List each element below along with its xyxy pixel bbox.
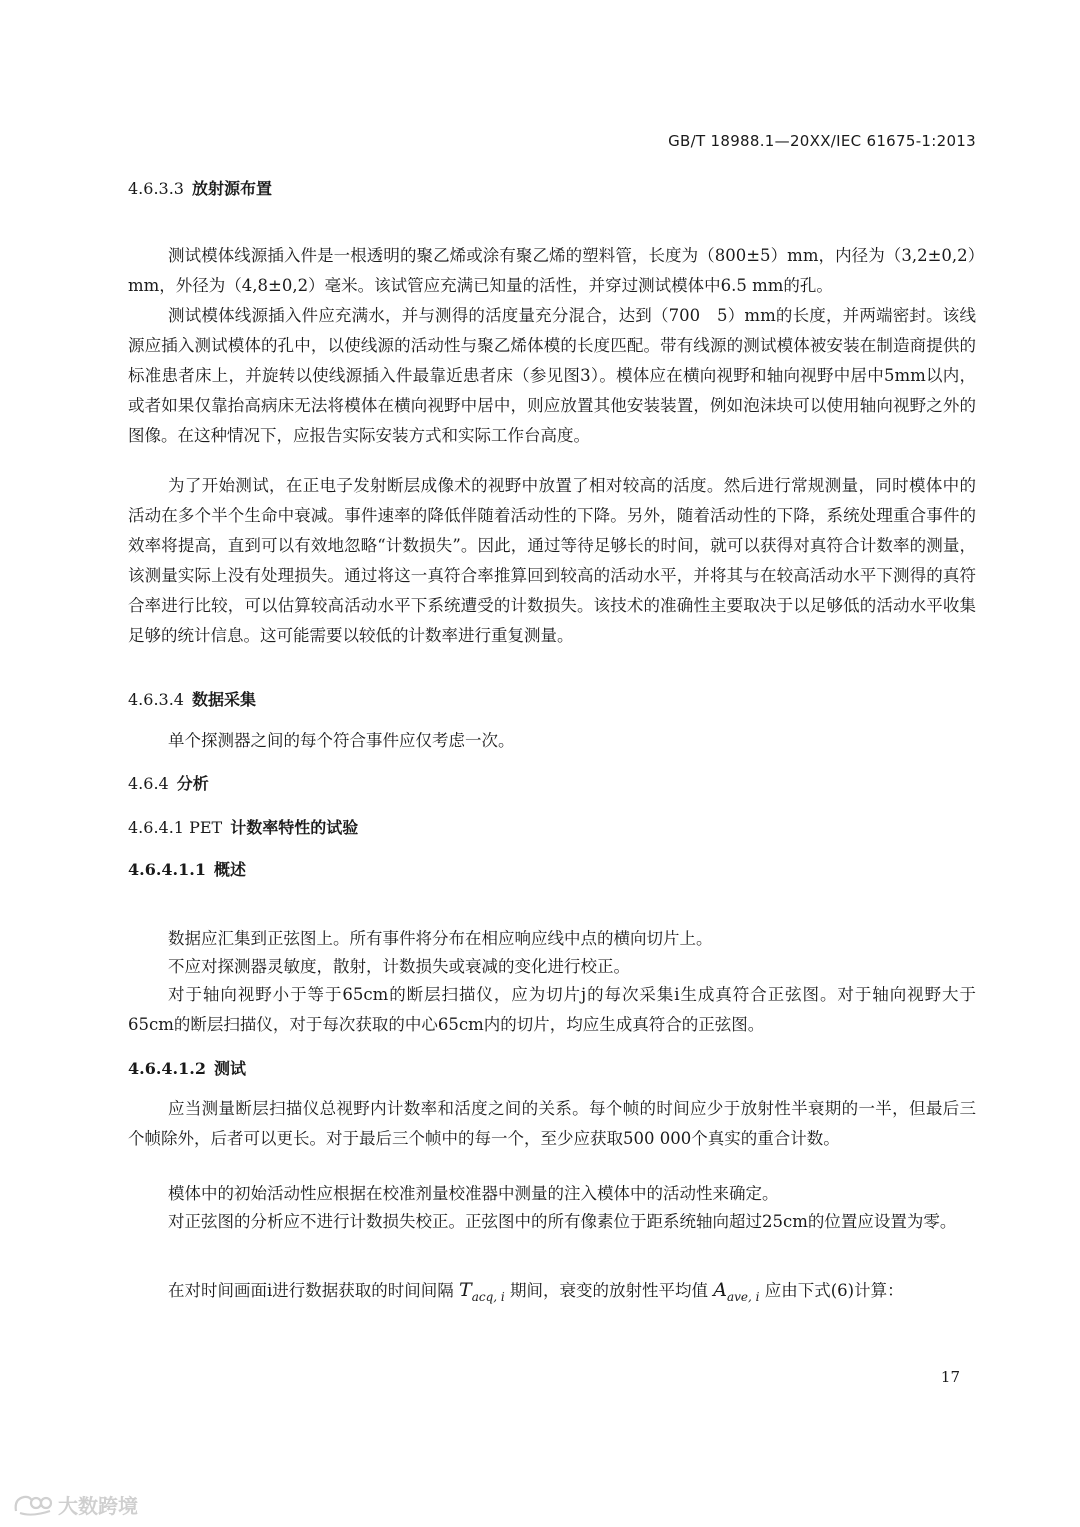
- formula-variable-t-acq: $T_{acq, i}$: [459, 1279, 505, 1304]
- paragraph-line-source-insert: 测试模体线源插入件是一根透明的聚乙烯或涂有聚乙烯的塑料管，长度为（800±5）mm，内径为（3,2±0,2）mm，外径为（4,8±0,2）毫米。该试管应充满已知量的活性，并穿过测试模体中6.5 mm的孔。: [128, 246, 976, 295]
- section-heading-4-6-4: [128, 771, 209, 794]
- paragraph-formula-intro: [168, 1275, 904, 1312]
- section-heading-4-6-4-1-1: [128, 857, 246, 880]
- section-heading-4-6-4-1: [128, 815, 358, 838]
- formula-variable-a-ave: $A_{ave, i}$: [713, 1279, 760, 1304]
- section-heading-4-6-3-4: [128, 687, 256, 710]
- section-number: 4.6.4.1 PET: [128, 818, 223, 837]
- watermark-text: 大数跨境: [58, 1494, 138, 1518]
- formula-intro-text: 在对时间画面i进行数据获取的时间间隔: [168, 1281, 454, 1300]
- section-heading-4-6-4-1-2: [128, 1056, 246, 1079]
- section-number: 4.6.4.1.2: [128, 1059, 206, 1078]
- section-number: 4.6.4: [128, 774, 169, 793]
- paragraph-initial-activity: 模体中的初始活动性应根据在校准剂量校准器中测量的注入模体中的活动性来确定。: [168, 1184, 779, 1203]
- section-number: 4.6.3.4: [128, 690, 184, 709]
- section-number: 4.6.3.3: [128, 179, 184, 198]
- section-number: 4.6.4.1.1: [128, 860, 206, 879]
- page-number: 17: [940, 1368, 960, 1386]
- standard-code: GB/T 18988.1—20XX/IEC 61675-1:2013: [668, 132, 976, 150]
- paragraph-data-acquisition: 单个探测器之间的每个符合事件应仅考虑一次。: [168, 731, 515, 750]
- paragraph-sinogram: 数据应汇集到正弦图上。所有事件将分布在相应响应线中点的横向切片上。: [168, 929, 713, 948]
- paragraph-phantom-setup: 测试模体线源插入件应充满水，并与测得的活度量充分混合，达到（700 5）mm的长度，并两端密封。该线源应插入测试模体的孔中，以使线源的活动性与聚乙烯体模的长度匹配。带有线源的测试模体被安装在制造商提供的标准患者床上，并旋转以使线源插入件最靠近患者床（参见图3）。模体应在横向视野和轴向视野中居中5mm以内，或者如果仅靠抬高病床无法将模体在横向视野中居中，则应放置其他安装装置，例如泡沫块可以使用轴向视野之外的图像。在这种情况下，应报告实际安装方式和实际工作台高度。: [128, 306, 976, 445]
- paragraph-no-correction: 不应对探测器灵敏度，散射，计数损失或衰减的变化进行校正。: [168, 957, 630, 976]
- formula-intro-text: 应由下式(6)计算：: [764, 1281, 904, 1300]
- section-title: 数据采集: [191, 690, 256, 709]
- section-heading-4-6-3-3: [128, 176, 272, 199]
- paragraph-axial-fov: 对于轴向视野小于等于65cm的断层扫描仪，应为切片j的每次采集i生成真符合正弦图。对于轴向视野大于65cm的断层扫描仪，对于每次获取的中心65cm内的切片，均应生成真符合的正弦图。: [128, 985, 976, 1034]
- watermark-logo-icon: [12, 1491, 54, 1519]
- paragraph-sinogram-analysis: 对正弦图的分析应不进行计数损失校正。正弦图中的所有像素位于距系统轴向超过25cm的位置应设置为零。: [168, 1212, 957, 1231]
- section-title: 概述: [213, 860, 246, 879]
- section-title: 计数率特性的试验: [230, 818, 359, 837]
- section-title: 测试: [213, 1059, 246, 1078]
- paragraph-count-rate-relation: 应当测量断层扫描仪总视野内计数率和活度之间的关系。每个帧的时间应少于放射性半衰期的一半，但最后三个帧除外，后者可以更长。对于最后三个帧中的每一个，至少应获取500 000个真实的重合计数。: [128, 1099, 976, 1148]
- formula-intro-text: 期间，衰变的放射性平均值: [510, 1281, 708, 1300]
- watermark: [12, 1490, 138, 1519]
- paragraph-test-procedure: 为了开始测试，在正电子发射断层成像术的视野中放置了相对较高的活度。然后进行常规测量，同时模体中的活动在多个半个生命中衰减。事件速率的降低伴随着活动性的下降。另外，随着活动性的下降，系统处理重合事件的效率将提高，直到可以有效地忽略“计数损失”。因此，通过等待足够长的时间，就可以获得对真符合计数率的测量，该测量实际上没有处理损失。通过将这一真符合率推算回到较高的活动水平，并将其与在较高活动水平下测得的真符合率进行比较，可以估算较高活动水平下系统遭受的计数损失。该技术的准确性主要取决于以足够低的活动水平收集足够的统计信息。这可能需要以较低的计数率进行重复测量。: [128, 476, 976, 645]
- section-title: 放射源布置: [191, 179, 272, 198]
- section-title: 分析: [176, 774, 209, 793]
